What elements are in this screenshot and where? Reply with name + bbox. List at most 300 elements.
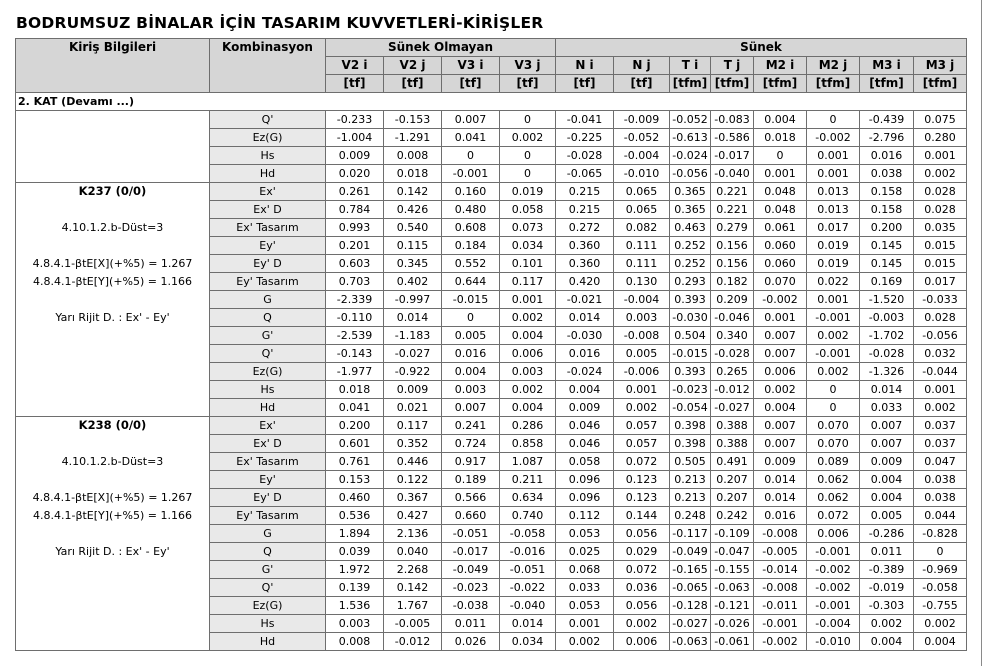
value-cell: -0.005: [384, 615, 442, 633]
value-cell: 0: [500, 111, 556, 129]
value-cell: 0.013: [807, 201, 860, 219]
value-cell: 0.046: [556, 417, 614, 435]
value-cell: 0.048: [754, 201, 807, 219]
value-cell: 0.029: [614, 543, 670, 561]
value-cell: 0.111: [614, 255, 670, 273]
table-row: [16, 309, 967, 327]
value-cell: 0.644: [442, 273, 500, 291]
value-cell: 1.087: [500, 453, 556, 471]
value-cell: -0.058: [500, 525, 556, 543]
beam-info: Yarı Rijit D. : Ex' - Ey': [16, 543, 210, 561]
value-cell: 0.033: [860, 399, 914, 417]
value-cell: -0.002: [807, 129, 860, 147]
value-cell: 0.016: [860, 147, 914, 165]
combination-cell: Ex' D: [210, 201, 326, 219]
value-cell: 0.038: [914, 471, 967, 489]
beam-info: 4.8.4.1-βtE[Y](+%5) = 1.166: [16, 507, 210, 525]
value-cell: -0.051: [500, 561, 556, 579]
combination-cell: Ex' Tasarım: [210, 453, 326, 471]
combination-cell: Ez(G): [210, 597, 326, 615]
value-cell: 0.001: [807, 165, 860, 183]
table-row: [16, 417, 967, 435]
beam-info: [16, 435, 210, 453]
column-unit: [tf]: [556, 75, 614, 93]
value-cell: 0.004: [556, 381, 614, 399]
beam-info: [16, 129, 210, 147]
value-cell: -0.012: [711, 381, 754, 399]
value-cell: 0.221: [711, 183, 754, 201]
column-unit: [tf]: [442, 75, 500, 93]
value-cell: 0.082: [614, 219, 670, 237]
value-cell: 0.058: [556, 453, 614, 471]
value-cell: 0.039: [326, 543, 384, 561]
value-cell: -0.001: [442, 165, 500, 183]
value-cell: 0.005: [442, 327, 500, 345]
table-row: [16, 399, 967, 417]
combination-cell: Ey': [210, 471, 326, 489]
table-row: [16, 147, 967, 165]
value-cell: 0.221: [711, 201, 754, 219]
column-unit: [tfm]: [711, 75, 754, 93]
value-cell: -0.052: [614, 129, 670, 147]
value-cell: 0.917: [442, 453, 500, 471]
value-cell: 0: [807, 381, 860, 399]
value-cell: 0.005: [860, 507, 914, 525]
value-cell: 0.001: [807, 147, 860, 165]
column-header: M2 j: [807, 57, 860, 75]
table-row: [16, 345, 967, 363]
value-cell: 0.017: [914, 273, 967, 291]
value-cell: 0.004: [500, 399, 556, 417]
value-cell: -0.038: [442, 597, 500, 615]
table-row: [16, 363, 967, 381]
value-cell: 0.016: [556, 345, 614, 363]
value-cell: -0.054: [670, 399, 711, 417]
value-cell: 0.169: [860, 273, 914, 291]
value-cell: 0.207: [711, 471, 754, 489]
header-ductile: Sünek: [556, 39, 967, 57]
combination-cell: Ex': [210, 417, 326, 435]
value-cell: -0.011: [754, 597, 807, 615]
value-cell: 0.201: [326, 237, 384, 255]
table-row: [16, 111, 967, 129]
value-cell: 0.504: [670, 327, 711, 345]
value-cell: 0.018: [384, 165, 442, 183]
value-cell: -0.155: [711, 561, 754, 579]
value-cell: 0.293: [670, 273, 711, 291]
value-cell: 0.367: [384, 489, 442, 507]
value-cell: -0.001: [807, 309, 860, 327]
value-cell: -0.049: [442, 561, 500, 579]
value-cell: 0.740: [500, 507, 556, 525]
value-cell: -0.030: [670, 309, 711, 327]
value-cell: 0.009: [326, 147, 384, 165]
value-cell: 0.062: [807, 489, 860, 507]
value-cell: 0.034: [500, 633, 556, 651]
value-cell: 0.019: [807, 255, 860, 273]
value-cell: -0.056: [914, 327, 967, 345]
combination-cell: Hs: [210, 615, 326, 633]
value-cell: 0.112: [556, 507, 614, 525]
column-header: V3 i: [442, 57, 500, 75]
value-cell: 0.028: [914, 183, 967, 201]
value-cell: 0.002: [614, 615, 670, 633]
combination-cell: Ey' Tasarım: [210, 507, 326, 525]
value-cell: 0.491: [711, 453, 754, 471]
value-cell: 0.004: [754, 399, 807, 417]
value-cell: 0: [754, 147, 807, 165]
value-cell: -0.027: [711, 399, 754, 417]
header-non-ductile: Sünek Olmayan: [326, 39, 556, 57]
value-cell: 0.014: [754, 471, 807, 489]
value-cell: 0.215: [556, 183, 614, 201]
value-cell: 0.182: [711, 273, 754, 291]
value-cell: -0.040: [500, 597, 556, 615]
table-row: [16, 453, 967, 471]
value-cell: 0.123: [614, 471, 670, 489]
value-cell: 2.136: [384, 525, 442, 543]
value-cell: -0.001: [807, 543, 860, 561]
combination-cell: G': [210, 327, 326, 345]
beam-info: [16, 327, 210, 345]
table-row: [16, 633, 967, 651]
value-cell: 0.070: [754, 273, 807, 291]
value-cell: -0.009: [614, 111, 670, 129]
value-cell: 0.007: [860, 435, 914, 453]
value-cell: 0: [442, 309, 500, 327]
value-cell: 0.072: [614, 561, 670, 579]
beam-info: [16, 111, 210, 129]
value-cell: -1.183: [384, 327, 442, 345]
value-cell: -0.286: [860, 525, 914, 543]
table-row: [16, 435, 967, 453]
value-cell: 0.015: [914, 237, 967, 255]
beam-info: [16, 165, 210, 183]
column-header: N j: [614, 57, 670, 75]
value-cell: -0.061: [711, 633, 754, 651]
value-cell: 0.115: [384, 237, 442, 255]
value-cell: 0.393: [670, 363, 711, 381]
value-cell: 0.209: [711, 291, 754, 309]
value-cell: 0.213: [670, 471, 711, 489]
value-cell: 0.286: [500, 417, 556, 435]
beam-info: [16, 561, 210, 579]
value-cell: 0: [500, 165, 556, 183]
value-cell: 0.053: [556, 525, 614, 543]
value-cell: 0.426: [384, 201, 442, 219]
value-cell: -0.023: [670, 381, 711, 399]
value-cell: 0.001: [914, 381, 967, 399]
beam-info: [16, 633, 210, 651]
value-cell: 0.265: [711, 363, 754, 381]
beam-info: [16, 237, 210, 255]
value-cell: -2.796: [860, 129, 914, 147]
value-cell: -0.033: [914, 291, 967, 309]
value-cell: 0.365: [670, 201, 711, 219]
combination-cell: Hs: [210, 147, 326, 165]
value-cell: 0.073: [500, 219, 556, 237]
value-cell: 2.268: [384, 561, 442, 579]
value-cell: 0.089: [807, 453, 860, 471]
value-cell: 0.006: [614, 633, 670, 651]
value-cell: 0.007: [442, 399, 500, 417]
value-cell: 0.007: [754, 417, 807, 435]
value-cell: 0.603: [326, 255, 384, 273]
value-cell: -0.046: [711, 309, 754, 327]
value-cell: 0.117: [384, 417, 442, 435]
value-cell: -0.065: [670, 579, 711, 597]
value-cell: 0.038: [914, 489, 967, 507]
value-cell: 0.002: [807, 327, 860, 345]
value-cell: 0: [442, 147, 500, 165]
value-cell: -0.303: [860, 597, 914, 615]
value-cell: 0.215: [556, 201, 614, 219]
value-cell: -0.010: [807, 633, 860, 651]
value-cell: 0.001: [754, 165, 807, 183]
value-cell: 0.480: [442, 201, 500, 219]
table-row: [16, 327, 967, 345]
column-header: M3 j: [914, 57, 967, 75]
value-cell: 0.388: [711, 417, 754, 435]
value-cell: 0.053: [556, 597, 614, 615]
value-cell: -0.027: [384, 345, 442, 363]
value-cell: 0.189: [442, 471, 500, 489]
value-cell: 0.002: [614, 399, 670, 417]
value-cell: 0.015: [914, 255, 967, 273]
value-cell: 0.388: [711, 435, 754, 453]
combination-cell: Ex' D: [210, 435, 326, 453]
value-cell: -0.041: [556, 111, 614, 129]
value-cell: -0.003: [860, 309, 914, 327]
value-cell: -0.001: [807, 345, 860, 363]
value-cell: 0.007: [754, 327, 807, 345]
value-cell: 0.279: [711, 219, 754, 237]
value-cell: 0.007: [754, 345, 807, 363]
value-cell: 0.025: [556, 543, 614, 561]
beam-info: 4.10.1.2.b-Düst=3: [16, 219, 210, 237]
value-cell: -0.047: [711, 543, 754, 561]
value-cell: 0.002: [914, 399, 967, 417]
value-cell: 0.184: [442, 237, 500, 255]
value-cell: 0.018: [326, 381, 384, 399]
value-cell: 0.505: [670, 453, 711, 471]
value-cell: 0.002: [914, 165, 967, 183]
value-cell: 0.460: [326, 489, 384, 507]
value-cell: -0.004: [614, 291, 670, 309]
table-row: [16, 579, 967, 597]
value-cell: 0.156: [711, 237, 754, 255]
table-row: [16, 255, 967, 273]
value-cell: -1.291: [384, 129, 442, 147]
value-cell: -0.389: [860, 561, 914, 579]
value-cell: 0.160: [442, 183, 500, 201]
table-row: [16, 615, 967, 633]
column-header: N i: [556, 57, 614, 75]
value-cell: -0.010: [614, 165, 670, 183]
value-cell: 0.008: [384, 147, 442, 165]
table-row: [16, 237, 967, 255]
column-header: V2 i: [326, 57, 384, 75]
value-cell: -0.016: [500, 543, 556, 561]
value-cell: 0.345: [384, 255, 442, 273]
combination-cell: Q: [210, 309, 326, 327]
value-cell: 0: [914, 543, 967, 561]
value-cell: -0.026: [711, 615, 754, 633]
value-cell: 0.070: [807, 435, 860, 453]
value-cell: -0.024: [556, 363, 614, 381]
value-cell: 0.016: [754, 507, 807, 525]
combination-cell: Q: [210, 543, 326, 561]
value-cell: 0.001: [914, 147, 967, 165]
value-cell: 0.241: [442, 417, 500, 435]
combination-cell: Ey' D: [210, 489, 326, 507]
value-cell: 0.703: [326, 273, 384, 291]
table-row: [16, 219, 967, 237]
value-cell: -0.058: [914, 579, 967, 597]
header-combination: Kombinasyon: [210, 39, 326, 93]
value-cell: -1.326: [860, 363, 914, 381]
value-cell: 0.111: [614, 237, 670, 255]
value-cell: -0.083: [711, 111, 754, 129]
value-cell: 0.038: [860, 165, 914, 183]
value-cell: -1.004: [326, 129, 384, 147]
value-cell: -0.017: [442, 543, 500, 561]
combination-cell: G: [210, 291, 326, 309]
value-cell: 0.427: [384, 507, 442, 525]
value-cell: -2.539: [326, 327, 384, 345]
value-cell: 0.009: [860, 453, 914, 471]
beam-info: [16, 147, 210, 165]
value-cell: 0.252: [670, 237, 711, 255]
value-cell: 0.057: [614, 435, 670, 453]
value-cell: 0.072: [614, 453, 670, 471]
column-unit: [tfm]: [860, 75, 914, 93]
value-cell: -0.021: [556, 291, 614, 309]
value-cell: 0.004: [860, 471, 914, 489]
combination-cell: G: [210, 525, 326, 543]
value-cell: 0.536: [326, 507, 384, 525]
value-cell: 0.026: [442, 633, 500, 651]
table-row: [16, 165, 967, 183]
value-cell: -0.969: [914, 561, 967, 579]
value-cell: -0.063: [711, 579, 754, 597]
value-cell: 0.002: [500, 309, 556, 327]
combination-cell: Ex': [210, 183, 326, 201]
column-unit: [tfm]: [807, 75, 860, 93]
value-cell: 0.017: [807, 219, 860, 237]
value-cell: 0.393: [670, 291, 711, 309]
value-cell: 0: [807, 111, 860, 129]
table-row: [16, 561, 967, 579]
value-cell: -0.110: [326, 309, 384, 327]
value-cell: 0.566: [442, 489, 500, 507]
beam-info: [16, 363, 210, 381]
value-cell: 0.028: [914, 201, 967, 219]
value-cell: -0.028: [711, 345, 754, 363]
value-cell: 0.248: [670, 507, 711, 525]
value-cell: 0.463: [670, 219, 711, 237]
combination-cell: Hd: [210, 165, 326, 183]
value-cell: 0.047: [914, 453, 967, 471]
value-cell: 0.044: [914, 507, 967, 525]
value-cell: 0.360: [556, 237, 614, 255]
beam-info: [16, 399, 210, 417]
value-cell: 0.724: [442, 435, 500, 453]
value-cell: -0.117: [670, 525, 711, 543]
value-cell: 0.062: [807, 471, 860, 489]
value-cell: 0.056: [614, 597, 670, 615]
value-cell: 0.540: [384, 219, 442, 237]
value-cell: -0.023: [442, 579, 500, 597]
value-cell: -0.002: [754, 633, 807, 651]
value-cell: -0.613: [670, 129, 711, 147]
value-cell: 0.032: [914, 345, 967, 363]
value-cell: 0.402: [384, 273, 442, 291]
beam-info: 4.8.4.1-βtE[X](+%5) = 1.267: [16, 489, 210, 507]
value-cell: -0.022: [500, 579, 556, 597]
value-cell: 0.004: [754, 111, 807, 129]
value-cell: -0.015: [670, 345, 711, 363]
table-body: [16, 39, 967, 651]
value-cell: -0.056: [670, 165, 711, 183]
value-cell: -0.002: [807, 579, 860, 597]
beam-info: [16, 471, 210, 489]
beam-info: [16, 291, 210, 309]
value-cell: 0.004: [500, 327, 556, 345]
value-cell: 0.072: [807, 507, 860, 525]
value-cell: -1.702: [860, 327, 914, 345]
value-cell: -0.024: [670, 147, 711, 165]
value-cell: 0.021: [384, 399, 442, 417]
value-cell: -0.828: [914, 525, 967, 543]
value-cell: 0: [500, 147, 556, 165]
value-cell: 0.213: [670, 489, 711, 507]
beam-info: 4.8.4.1-βtE[Y](+%5) = 1.166: [16, 273, 210, 291]
table-row: [16, 201, 967, 219]
combination-cell: Hd: [210, 399, 326, 417]
combination-cell: Ey': [210, 237, 326, 255]
value-cell: 0.028: [914, 309, 967, 327]
column-unit: [tf]: [326, 75, 384, 93]
value-cell: 0.065: [614, 201, 670, 219]
beam-id: K237 (0/0): [16, 183, 210, 201]
value-cell: 0.004: [914, 633, 967, 651]
value-cell: -0.028: [556, 147, 614, 165]
value-cell: 0.009: [384, 381, 442, 399]
value-cell: 0.075: [914, 111, 967, 129]
value-cell: 0.036: [614, 579, 670, 597]
beam-info: Yarı Rijit D. : Ex' - Ey': [16, 309, 210, 327]
value-cell: 0.022: [807, 273, 860, 291]
value-cell: 0.001: [754, 309, 807, 327]
beam-info: [16, 579, 210, 597]
value-cell: -0.063: [670, 633, 711, 651]
value-cell: 0.123: [614, 489, 670, 507]
value-cell: -0.004: [614, 147, 670, 165]
table-row: [16, 183, 967, 201]
value-cell: -0.014: [754, 561, 807, 579]
value-cell: 0.446: [384, 453, 442, 471]
value-cell: -0.586: [711, 129, 754, 147]
combination-cell: Ey' D: [210, 255, 326, 273]
page-right-border: [981, 0, 982, 666]
value-cell: 0.033: [556, 579, 614, 597]
table-row: [16, 381, 967, 399]
value-cell: 0.280: [914, 129, 967, 147]
value-cell: 0.014: [500, 615, 556, 633]
value-cell: 0.130: [614, 273, 670, 291]
value-cell: 0.009: [556, 399, 614, 417]
